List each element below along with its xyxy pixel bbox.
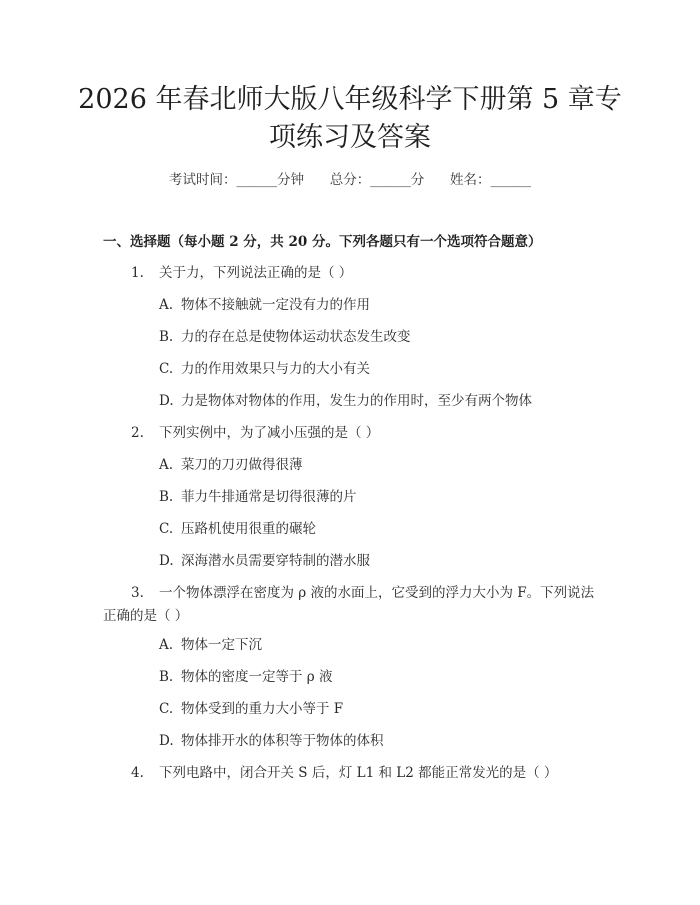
option-letter: B. — [159, 489, 174, 505]
question-number: 1. — [131, 265, 144, 281]
question-text: 关于力，下列说法正确的是（ ） — [159, 265, 353, 281]
option-text: 菲力牛排通常是切得很薄的片 — [181, 489, 357, 505]
question-text: 下列实例中，为了减小压强的是（ ） — [159, 425, 380, 441]
question-2-option-b — [159, 485, 357, 505]
question-2-option-c — [159, 517, 316, 537]
option-letter: D. — [159, 733, 174, 749]
question-3-option-d — [159, 729, 384, 749]
option-letter: B. — [159, 669, 174, 685]
option-text: 力的存在总是使物体运动状态发生改变 — [181, 329, 411, 345]
question-3-option-a — [159, 633, 262, 653]
option-text: 压路机使用很重的碾轮 — [181, 521, 316, 537]
question-2 — [131, 421, 379, 441]
question-4 — [131, 761, 557, 781]
question-1-option-d — [159, 389, 532, 409]
question-1-option-a — [159, 293, 370, 313]
page-title-line-2: 项练习及答案 — [269, 122, 431, 153]
question-3-option-b — [159, 665, 333, 685]
option-text: 物体一定下沉 — [181, 637, 262, 653]
option-letter: A. — [159, 637, 174, 653]
question-1 — [131, 261, 352, 281]
option-text: 物体排开水的体积等于物体的体积 — [181, 733, 384, 749]
option-text: 物体受到的重力大小等于 F — [181, 701, 344, 717]
option-text: 菜刀的刀刃做得很薄 — [181, 457, 303, 473]
option-letter: D. — [159, 393, 174, 409]
option-letter: B. — [159, 329, 174, 345]
option-letter: C. — [159, 521, 174, 537]
question-3 — [131, 581, 594, 601]
exam-meta-info: 考试时间：______分钟 总分：______分 姓名：______ — [169, 172, 531, 188]
option-text: 深海潜水员需要穿特制的潜水服 — [181, 553, 370, 569]
question-number: 3. — [131, 585, 144, 601]
option-letter: C. — [159, 701, 174, 717]
option-text: 物体不接触就一定没有力的作用 — [181, 297, 370, 313]
option-letter: D. — [159, 553, 174, 569]
question-number: 2. — [131, 425, 144, 441]
question-2-option-d — [159, 549, 370, 569]
question-3-option-c — [159, 697, 343, 717]
question-1-option-c — [159, 357, 370, 377]
option-letter: A. — [159, 297, 174, 313]
option-text: 力的作用效果只与力的大小有关 — [181, 361, 370, 377]
question-number: 4. — [131, 765, 144, 781]
option-letter: C. — [159, 361, 174, 377]
question-2-option-a — [159, 453, 303, 473]
option-text: 力是物体对物体的作用，发生力的作用时，至少有两个物体 — [181, 393, 532, 409]
question-text: 一个物体漂浮在密度为 ρ 液的水面上，它受到的浮力大小为 F。下列说法 — [159, 585, 595, 601]
option-letter: A. — [159, 457, 174, 473]
question-3-text-continued: 正确的是（ ） — [103, 608, 189, 624]
section-heading: 一、选择题（每小题 2 分，共 20 分。下列各题只有一个选项符合题意） — [103, 234, 542, 250]
page-title-line-1: 2026 年春北师大版八年级科学下册第 5 章专 — [78, 84, 622, 115]
question-text: 下列电路中，闭合开关 S 后，灯 L1 和 L2 都能正常发光的是（ ） — [159, 765, 558, 781]
question-1-option-b — [159, 325, 411, 345]
option-text: 物体的密度一定等于 ρ 液 — [181, 669, 333, 685]
